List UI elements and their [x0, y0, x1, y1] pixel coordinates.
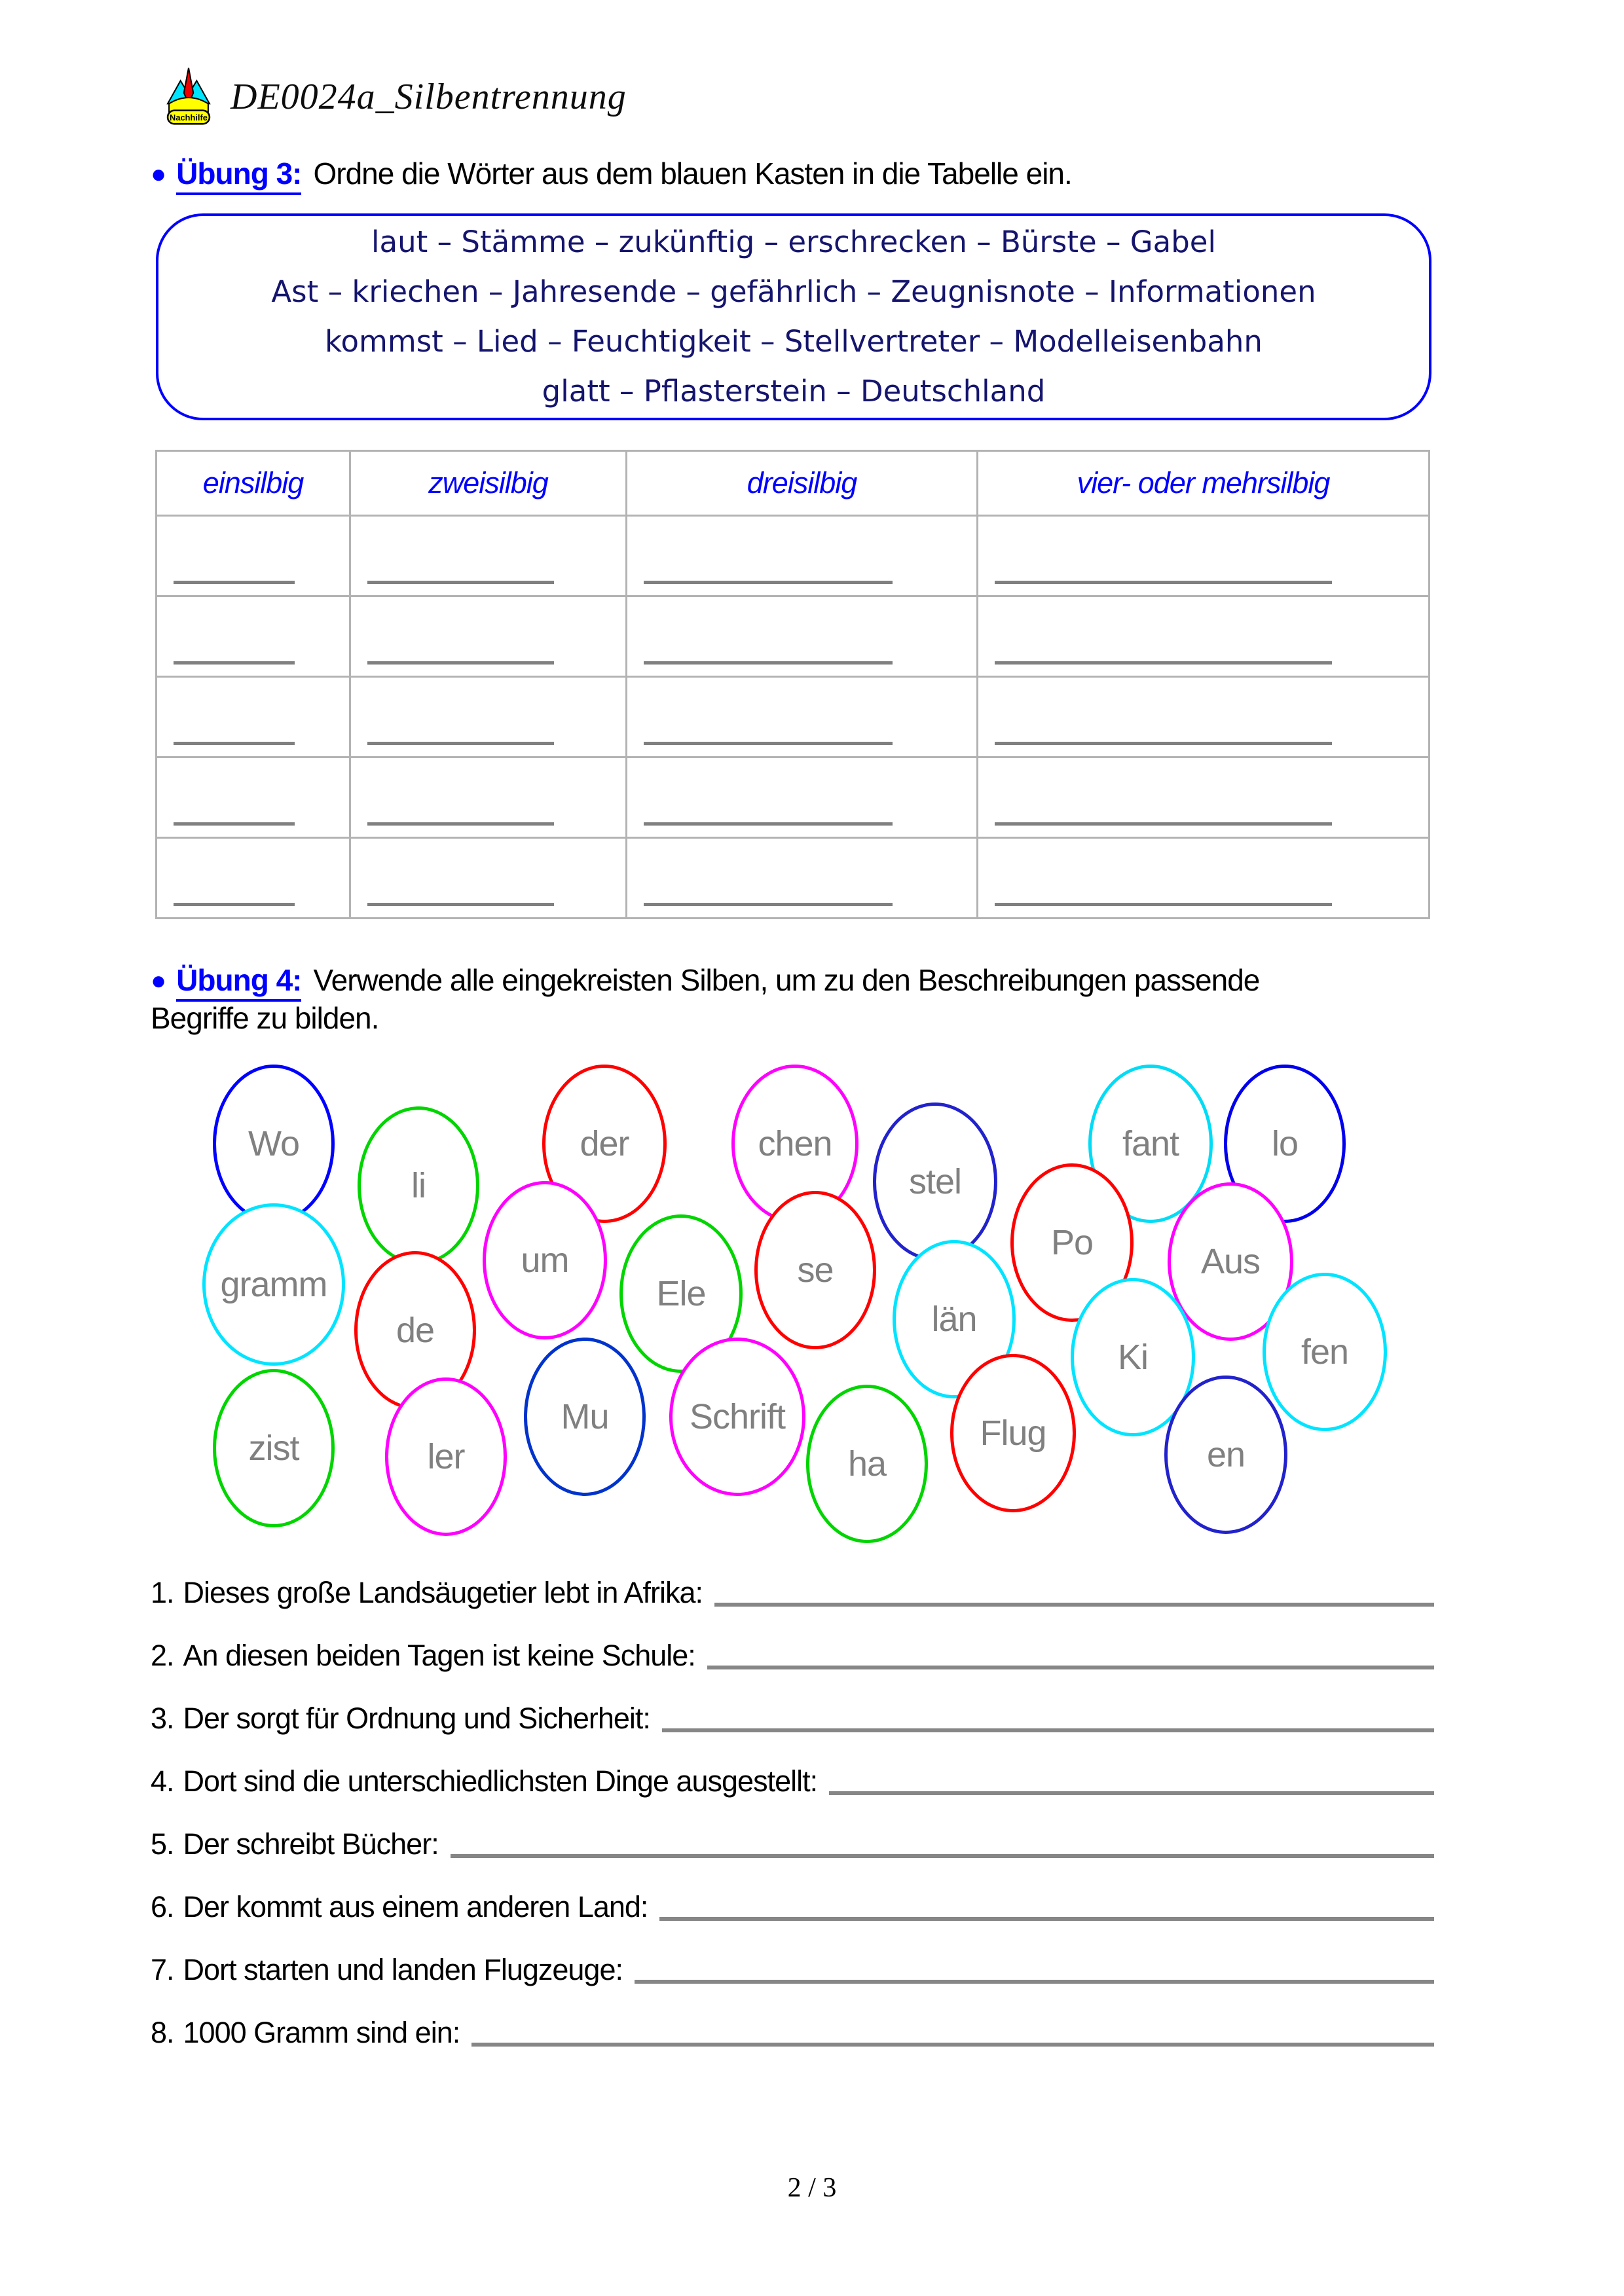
table-blank-cell — [978, 677, 1430, 757]
syllable-text: de — [396, 1311, 435, 1350]
syllable-circle — [731, 1065, 858, 1223]
question-row — [151, 1922, 1434, 1985]
answer-blank-line — [714, 1603, 1434, 1607]
bullet-icon: ● — [151, 966, 166, 995]
answer-blank-line — [471, 2043, 1434, 2047]
syllable-circle — [483, 1181, 607, 1339]
syllable-text: Schrift — [689, 1397, 786, 1436]
table-blank-cell — [978, 838, 1430, 919]
answer-blank-line — [174, 581, 295, 584]
syllable-text: zist — [248, 1429, 299, 1468]
syllable-text: Ele — [656, 1274, 706, 1313]
syllable-text: Mu — [561, 1397, 609, 1436]
table-blank-cell — [157, 677, 350, 757]
answer-blank-line — [995, 903, 1332, 906]
word-box-line: kommst – Lied – Feuchtigkeit – Stellvertreter – Modelleisenbahn — [325, 324, 1263, 359]
table-blank-cell — [978, 516, 1430, 596]
answer-blank-line — [995, 742, 1332, 745]
table-header-einsilbig: einsilbig — [157, 451, 350, 516]
question-text: Der kommt aus einem anderen Land: — [183, 1889, 648, 1923]
syllable-circle — [385, 1377, 507, 1536]
question-row — [151, 1734, 1434, 1796]
syllable-text: der — [580, 1124, 629, 1163]
answer-blank-line — [174, 822, 295, 826]
question-text: Dieses große Landsäugetier lebt in Afrika: — [183, 1575, 703, 1609]
syllable-circle — [1088, 1065, 1213, 1223]
exercise4-instruction-line2: Begriffe zu bilden. — [151, 1001, 379, 1035]
question-text: Dort sind die unterschiedlichsten Dinge ausgestellt: — [183, 1764, 818, 1798]
question-number: 4. — [151, 1764, 174, 1798]
question-text: Der schreibt Bücher: — [183, 1827, 439, 1861]
syllable-text: ha — [847, 1444, 887, 1484]
question-number: 2. — [151, 1638, 174, 1672]
question-number: 6. — [151, 1889, 174, 1923]
question-text: Dort starten und landen Flugzeuge: — [183, 1952, 623, 1986]
table-blank-cell — [978, 596, 1430, 677]
table-header-zweisilbig: zweisilbig — [350, 451, 627, 516]
table-header-mehrsilbig: vier- oder mehrsilbig — [978, 451, 1430, 516]
table-blank-cell — [627, 596, 978, 677]
syllable-circle — [1010, 1163, 1134, 1322]
table-blank-cell — [350, 677, 627, 757]
answer-blank-line — [367, 742, 554, 745]
word-box — [156, 213, 1431, 420]
answer-blank-line — [644, 742, 893, 745]
syllable-circle — [213, 1369, 335, 1527]
table-blank-cell — [157, 596, 350, 677]
syllable-circle — [358, 1106, 479, 1265]
syllable-text: Flug — [980, 1413, 1046, 1453]
table-row — [157, 596, 1430, 677]
syllable-circle — [669, 1338, 805, 1496]
question-row — [151, 1608, 1434, 1671]
syllable-text: gramm — [220, 1265, 327, 1304]
syllable-table — [155, 450, 1430, 919]
exercise3-label: Übung 3: — [176, 156, 301, 195]
syllable-text: lo — [1271, 1124, 1299, 1163]
answer-blank-line — [829, 1791, 1434, 1795]
question-row — [151, 1985, 1434, 2048]
syllable-circle — [354, 1251, 476, 1410]
question-number: 8. — [151, 2015, 174, 2049]
word-box-line: glatt – Pflasterstein – Deutschland — [542, 374, 1046, 409]
answer-blank-line — [174, 661, 295, 665]
syllable-text: se — [797, 1250, 834, 1290]
answer-blank-line — [995, 581, 1332, 584]
word-box-line: Ast – kriechen – Jahresende – gefährlich – Zeugnisnote – Informationen — [271, 274, 1316, 309]
syllable-text: län — [931, 1300, 977, 1339]
answer-blank-line — [367, 822, 554, 826]
answer-blank-line — [644, 822, 893, 826]
question-number: 5. — [151, 1827, 174, 1861]
syllable-circle — [213, 1065, 335, 1223]
question-text: An diesen beiden Tagen ist keine Schule: — [183, 1638, 695, 1672]
answer-blank-line — [659, 1917, 1434, 1921]
syllable-circle — [950, 1354, 1076, 1512]
answer-blank-line — [662, 1728, 1434, 1732]
syllable-text: fant — [1122, 1124, 1179, 1163]
question-row — [151, 1796, 1434, 1859]
question-text: Der sorgt für Ordnung und Sicherheit: — [183, 1701, 650, 1735]
document-title: DE0024a_Silbentrennung — [231, 77, 627, 117]
question-number: 3. — [151, 1701, 174, 1735]
logo-text: Nachhilfe — [170, 113, 208, 123]
syllable-circle — [524, 1338, 646, 1496]
answer-blank-line — [451, 1854, 1434, 1858]
question-row — [151, 1545, 1434, 1608]
word-box-line: laut – Stämme – zukünftig – erschrecken – Bürste – Gabel — [371, 225, 1216, 259]
syllable-text: um — [521, 1241, 569, 1280]
bullet-icon: ● — [151, 160, 166, 189]
answer-blank-line — [995, 661, 1332, 665]
table-blank-cell — [627, 838, 978, 919]
table-header-dreisilbig: dreisilbig — [627, 451, 978, 516]
table-blank-cell — [627, 757, 978, 838]
syllable-circle — [542, 1065, 667, 1223]
table-blank-cell — [350, 596, 627, 677]
answer-blank-line — [644, 581, 893, 584]
question-row — [151, 1859, 1434, 1922]
syllable-circle — [754, 1191, 876, 1349]
syllable-circle — [1168, 1182, 1293, 1341]
exercise4-heading — [151, 962, 1259, 998]
table-row — [157, 516, 1430, 596]
answer-blank-line — [644, 903, 893, 906]
nachhilfe-logo-icon — [166, 64, 211, 127]
syllable-circle — [806, 1385, 928, 1543]
syllable-circle — [619, 1214, 743, 1373]
question-row — [151, 1671, 1434, 1734]
table-row — [157, 838, 1430, 919]
answer-blank-line — [644, 661, 893, 665]
exercise4-label: Übung 4: — [176, 963, 301, 1002]
syllable-circle — [202, 1203, 345, 1366]
page-number: 2 / 3 — [787, 2173, 837, 2203]
table-blank-cell — [157, 516, 350, 596]
table-blank-cell — [157, 757, 350, 838]
answer-blank-line — [367, 661, 554, 665]
table-blank-cell — [627, 516, 978, 596]
table-blank-cell — [350, 516, 627, 596]
questions-list — [151, 1545, 1434, 2048]
syllable-circle — [1071, 1278, 1195, 1436]
syllable-text: fen — [1301, 1332, 1349, 1372]
answer-blank-line — [174, 903, 295, 906]
syllable-circle — [893, 1240, 1016, 1398]
syllable-circle — [873, 1102, 997, 1261]
syllable-circle — [1263, 1273, 1387, 1431]
answer-blank-line — [995, 822, 1332, 826]
syllable-text: Po — [1050, 1223, 1094, 1262]
answer-blank-line — [367, 581, 554, 584]
answer-blank-line — [174, 742, 295, 745]
syllable-text: Wo — [248, 1124, 300, 1163]
syllable-text: chen — [758, 1124, 832, 1163]
syllable-text: en — [1206, 1435, 1246, 1474]
question-number: 1. — [151, 1575, 174, 1609]
answer-blank-line — [707, 1666, 1434, 1669]
exercise3-instruction: Ordne die Wörter aus dem blauen Kasten in die Tabelle ein. — [313, 156, 1072, 191]
table-row — [157, 677, 1430, 757]
table-row — [157, 757, 1430, 838]
table-blank-cell — [627, 677, 978, 757]
table-blank-cell — [350, 838, 627, 919]
syllable-circle — [1164, 1376, 1287, 1534]
question-number: 7. — [151, 1952, 174, 1986]
exercise3-heading — [151, 156, 1072, 191]
answer-blank-line — [635, 1980, 1434, 1984]
syllable-text: ler — [427, 1437, 465, 1476]
table-blank-cell — [157, 838, 350, 919]
exercise4-instruction-line1: Verwende alle eingekreisten Silben, um zu den Beschreibungen passende — [313, 963, 1260, 997]
syllable-text: Ki — [1117, 1338, 1148, 1377]
question-text: 1000 Gramm sind ein: — [183, 2015, 460, 2049]
syllable-circle — [1224, 1065, 1346, 1223]
syllable-text: stel — [908, 1162, 962, 1201]
syllable-text: Aus — [1200, 1242, 1261, 1281]
table-blank-cell — [978, 757, 1430, 838]
table-blank-cell — [350, 757, 627, 838]
answer-blank-line — [367, 903, 554, 906]
syllable-text: li — [411, 1166, 426, 1205]
